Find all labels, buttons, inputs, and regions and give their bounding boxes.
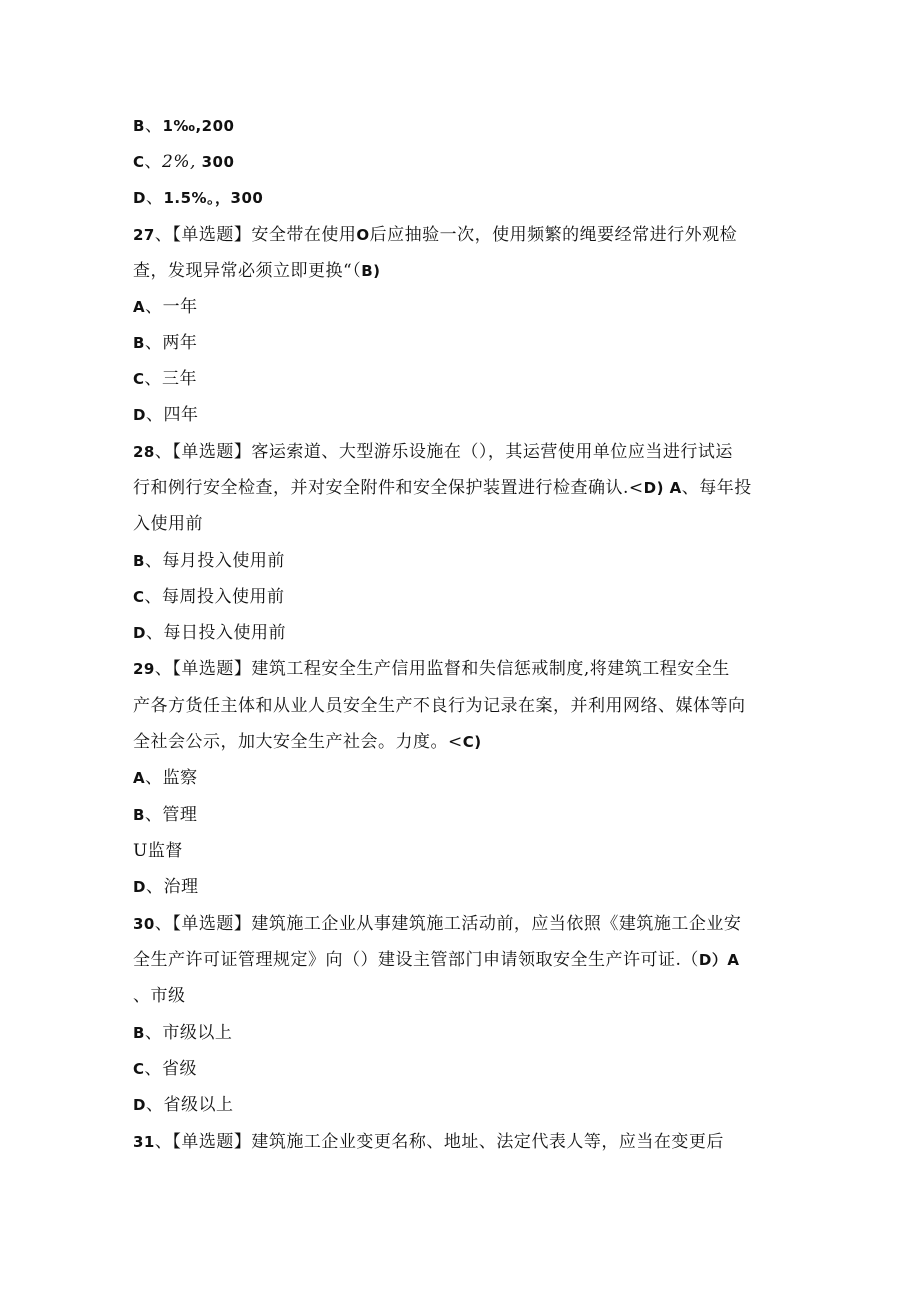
option-line: B、1‰,200 xyxy=(133,116,235,136)
question-line: 全社会公示，加大安全生产社会。力度。<C) xyxy=(133,732,482,752)
question-line: 产各方货任主体和从业人员安全生产不良行为记录在案，并利用网络、媒体等向 xyxy=(133,696,746,716)
option-line: A、监察 xyxy=(133,768,198,788)
option-line: B、每月投入使用前 xyxy=(133,551,285,571)
option-line: C、三年 xyxy=(133,369,198,389)
option-line: B、两年 xyxy=(133,333,198,353)
option-line: 、市级 xyxy=(133,986,186,1006)
option-line: 入使用前 xyxy=(133,514,203,534)
question-line: 30、【单选题】建筑施工企业从事建筑施工活动前，应当依照《建筑施工企业安 xyxy=(133,914,742,934)
option-line: B、管理 xyxy=(133,805,198,825)
option-line: U监督 xyxy=(133,841,183,861)
question-line: 28、【单选题】客运索道、大型游乐设施在（），其运营使用单位应当进行试运 xyxy=(133,442,733,462)
option-line: C、省级 xyxy=(133,1059,198,1079)
option-line: B、市级以上 xyxy=(133,1023,233,1043)
question-line: 查，发现异常必须立即更换“（B) xyxy=(133,261,381,281)
option-line: A、一年 xyxy=(133,297,198,317)
question-line: 行和例行安全检查，并对安全附件和安全保护装置进行检查确认.<D) A、每年投 xyxy=(133,478,752,498)
option-line: D、1.5%。，300 xyxy=(133,188,264,208)
option-line: D、省级以上 xyxy=(133,1095,234,1115)
question-line: 31、【单选题】建筑施工企业变更名称、地址、法定代表人等，应当在变更后 xyxy=(133,1132,724,1152)
option-line: D、每日投入使用前 xyxy=(133,623,286,643)
option-line: D、四年 xyxy=(133,405,199,425)
option-line: C、2%, 300 xyxy=(133,152,235,172)
option-line: D、治理 xyxy=(133,877,199,897)
question-line: 全生产许可证管理规定》向（）建设主管部门申请领取安全生产许可证.（D）A xyxy=(133,950,740,970)
question-line: 27、【单选题】安全带在使用O后应抽验一次，使用频繁的绳要经常进行外观检 xyxy=(133,225,738,245)
option-line: C、每周投入使用前 xyxy=(133,587,285,607)
question-line: 29、【单选题】建筑工程安全生产信用监督和失信惩戒制度,将建筑工程安全生 xyxy=(133,659,730,679)
